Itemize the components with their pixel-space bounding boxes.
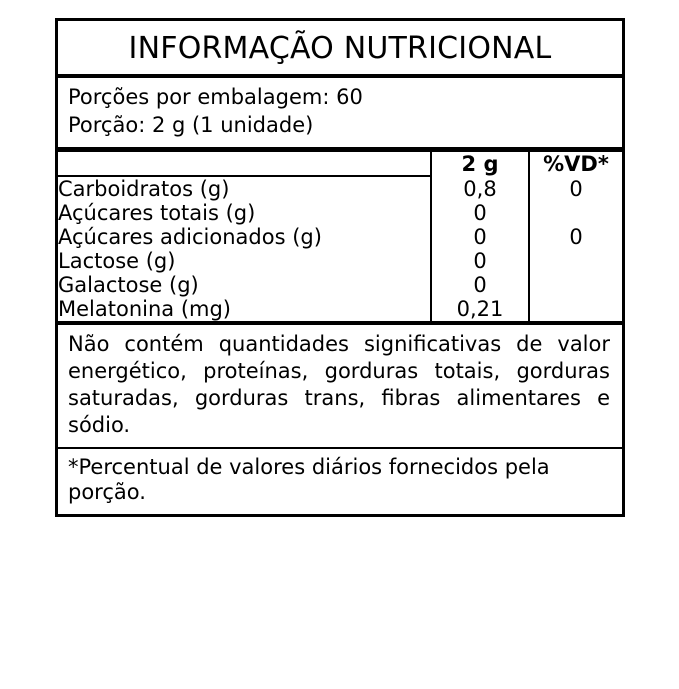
nutrient-amount: 0,8 bbox=[431, 176, 529, 201]
nutrient-name: Açúcares adicionados (g) bbox=[58, 225, 322, 250]
table-header-row bbox=[58, 152, 622, 176]
nutrient-dv: 0 bbox=[529, 176, 622, 201]
table-row bbox=[58, 297, 622, 323]
insignificant-amounts-note: Não contém quantidades significativas de valor energético, proteínas, gorduras totais, gorduras saturadas, gorduras trans, fibras alimentares e sódio. bbox=[58, 325, 622, 449]
nutrient-amount: 0 bbox=[431, 201, 529, 225]
header-amount: 2 g bbox=[431, 152, 529, 176]
table-row bbox=[58, 249, 622, 273]
nutrient-amount: 0 bbox=[431, 273, 529, 297]
servings-block bbox=[58, 78, 622, 152]
label-title: INFORMAÇÃO NUTRICIONAL bbox=[58, 21, 622, 78]
nutrient-dv bbox=[529, 297, 622, 323]
nutrient-dv bbox=[529, 273, 622, 297]
table-row bbox=[58, 201, 622, 225]
nutrient-amount: 0 bbox=[431, 249, 529, 273]
nutrient-name: Melatonina (mg) bbox=[58, 297, 431, 323]
nutrient-name: Galactose (g) bbox=[58, 273, 199, 298]
nutrition-table bbox=[58, 152, 622, 325]
nutrient-dv: 0 bbox=[529, 225, 622, 249]
servings-per-package: Porções por embalagem: 60 bbox=[68, 85, 363, 109]
header-dv: %VD* bbox=[529, 152, 622, 176]
table-row bbox=[58, 273, 622, 297]
nutrient-dv bbox=[529, 249, 622, 273]
nutrient-dv bbox=[529, 201, 622, 225]
serving-size: Porção: 2 g (1 unidade) bbox=[68, 112, 314, 137]
header-nutrient bbox=[58, 152, 431, 176]
nutrient-name: Carboidratos (g) bbox=[58, 177, 230, 202]
table-row bbox=[58, 176, 622, 201]
nutrient-name: Lactose (g) bbox=[58, 249, 176, 274]
nutrient-amount: 0,21 bbox=[431, 297, 529, 323]
nutrient-amount: 0 bbox=[431, 225, 529, 249]
daily-value-footnote: *Percentual de valores diários fornecidos pela porção. bbox=[68, 454, 550, 504]
nutrition-facts-label bbox=[55, 18, 625, 517]
table-row bbox=[58, 225, 622, 249]
nutrient-name: Açúcares totais (g) bbox=[58, 201, 256, 226]
